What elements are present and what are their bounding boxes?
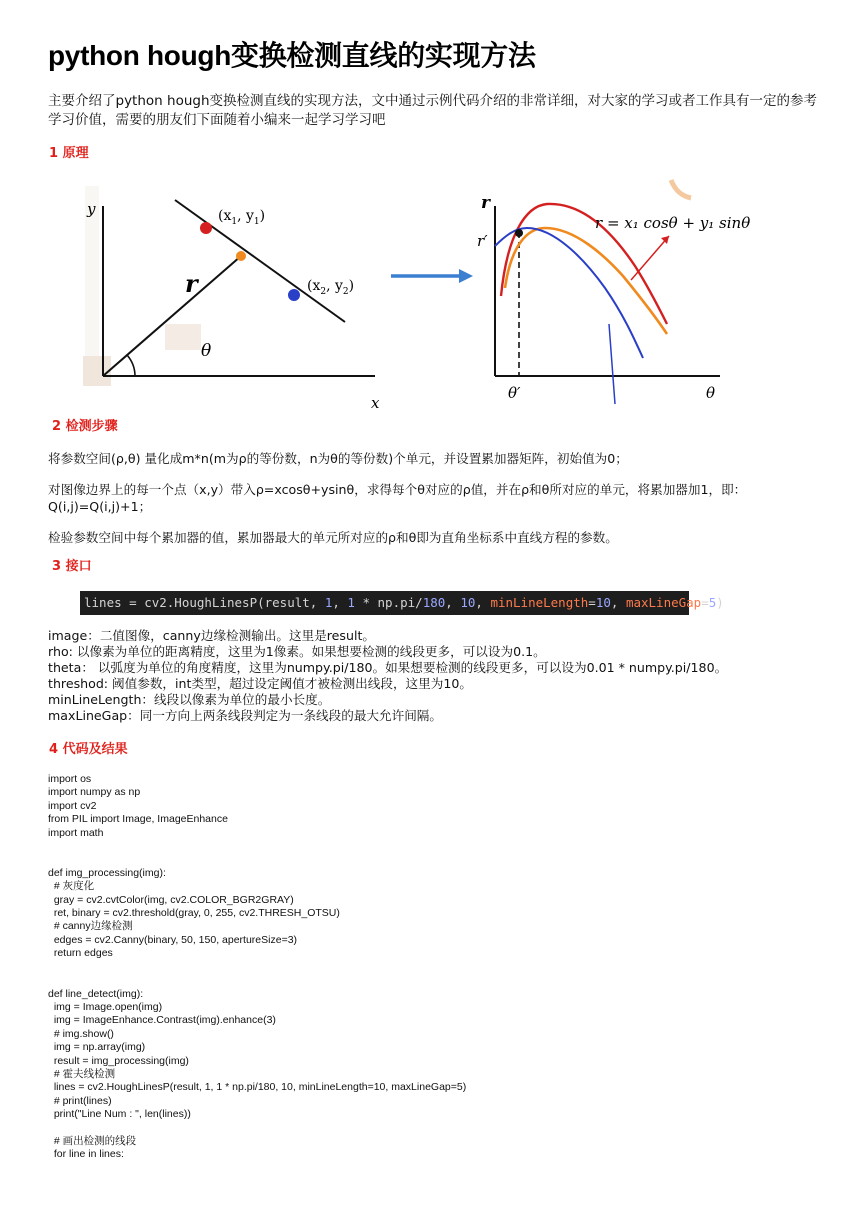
- parameter-list: [48, 628, 828, 724]
- equation-label: r = x₁ cosθ + y₁ sinθ: [595, 214, 751, 232]
- r-vector: [103, 256, 241, 376]
- api-code-snippet: lines = cv2.HoughLinesP(result, 1, 1 * np.pi/180, 10, minLineLength=10, maxLineGap=5): [80, 591, 689, 615]
- corner-decoration: [671, 180, 691, 198]
- left-axis-y-label: y: [87, 200, 96, 218]
- param-threshold: threshod: 阈值参数，int类型，超过设定阈值才被检测出线段，这里为10。: [48, 676, 472, 691]
- right-axis-rprime-label: r′: [477, 232, 488, 250]
- point-2: [288, 289, 300, 301]
- section-heading-api: 3 接口: [52, 559, 92, 574]
- watermark-stain: [165, 324, 201, 350]
- step-1: 将参数空间(ρ,θ) 量化成m*n(m为ρ的等份数，n为θ的等份数)个单元，并设置累加器矩阵，初始值为0；: [48, 451, 628, 466]
- r-label: r: [185, 269, 198, 298]
- point-2-label: ($x_2$, $y_2$): [307, 278, 355, 297]
- steps-list: [48, 450, 820, 546]
- section-heading-code: 4 代码及结果: [49, 742, 128, 757]
- step-2: 对图像边界上的每一个点（x,y）带入ρ=xcosθ+ysinθ，求得每个θ对应的ρ值，并在ρ和θ所对应的单元，将累加器加1，即：Q(i,j)=Q(i,j)+1；: [48, 482, 747, 514]
- step-3: 检验参数空间中每个累加器的值，累加器最大的单元所对应的ρ和θ即为直角坐标系中直线方程的参数。: [48, 530, 618, 545]
- equation-pointer: [631, 236, 669, 280]
- theta-arc: [127, 355, 135, 376]
- point-1: [200, 222, 212, 234]
- param-rho: rho: 以像素为单位的距离精度，这里为1像素。如果想要检测的线段更多，可以设为0.1。: [48, 644, 546, 659]
- param-maxlinegap: maxLineGap：同一方向上两条线段判定为一条线段的最大允许间隔。: [48, 708, 442, 723]
- hough-diagram: [75, 176, 751, 412]
- section-heading-steps: 2 检测步骤: [52, 419, 118, 434]
- blue-pointer: [609, 324, 615, 404]
- left-axis-x-label: x: [371, 394, 380, 412]
- code-listing: import os import numpy as np import cv2 from PIL import Image, ImageEnhance import math def img_processing(img): # 灰度化 gray = cv2.cvtColor(img, cv2.COLOR_BGR2GRAY) ret, binary = cv2.threshold(gray, 0, 255, cv2.THRESH_OTSU) # canny边缘检测 edges = cv2.Canny(binary, 50, 150, apertureSize=3) return edges def line_detect(img): img = Image.open(img) img = ImageEnhance.Contrast(img).enhance(3) # img.show() img = np.array(img) result = img_processing(img) # 霍夫线检测 lines = cv2.HoughLinesP(result, 1, 1 * np.pi/180, 10, minLineLength=10, maxLineGap=5) # print(lines) print("Line Num : ", len(lines)) # 画出检测的线段 for line in lines:: [48, 773, 467, 1161]
- section-heading-principle: 1 原理: [49, 146, 89, 161]
- right-axis-thetaprime-label: θ′: [508, 384, 521, 402]
- point-foot: [236, 251, 246, 261]
- intro-paragraph: 主要介绍了python hough变换检测直线的实现方法，文中通过示例代码介绍的非常详细，对大家的学习或者工作具有一定的参考学习价值，需要的朋友们下面随着小编来一起学习学习吧: [48, 93, 818, 128]
- transform-arrow-head: [459, 269, 473, 283]
- right-axis-theta-label: θ: [706, 384, 716, 402]
- theta-label: θ: [201, 341, 212, 361]
- intersection-point: [515, 229, 523, 237]
- watermark-stain: [83, 356, 111, 386]
- param-image: image：二值图像，canny边缘检测输出。这里是result。: [48, 628, 376, 643]
- article: [48, 36, 820, 130]
- param-minlinelength: minLineLength：线段以像素为单位的最小长度。: [48, 692, 331, 707]
- page-title: python hough变换检测直线的实现方法: [48, 40, 536, 71]
- right-axis-r-label: r: [481, 193, 490, 213]
- point-1-label: ($x_1$, $y_1$): [218, 208, 266, 227]
- param-theta: theta： 以弧度为单位的角度精度，这里为numpy.pi/180。如果想要检测的线段更多，可以设为0.01 * numpy.pi/180。: [48, 660, 728, 675]
